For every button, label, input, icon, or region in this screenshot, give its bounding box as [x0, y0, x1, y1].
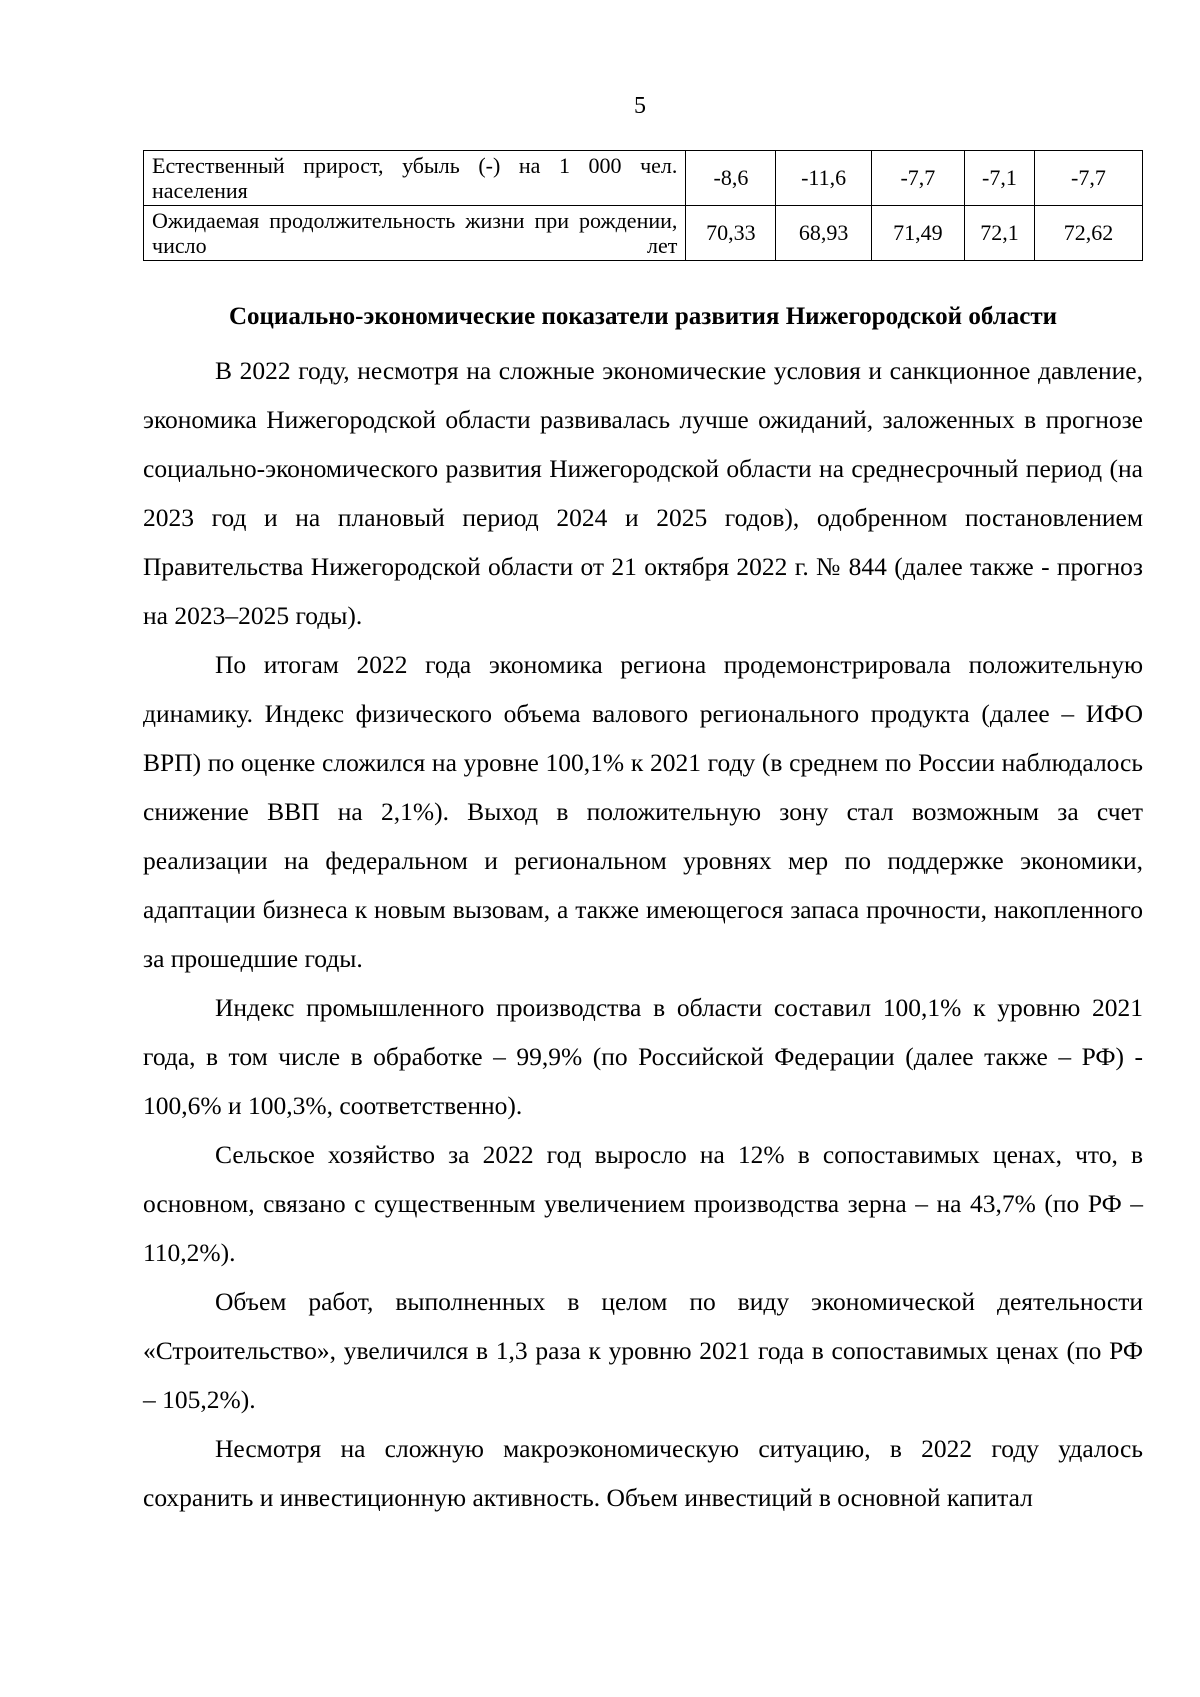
table-cell: 72,62: [1034, 206, 1142, 261]
paragraph: Несмотря на сложную макроэкономическую ситуацию, в 2022 году удалось сохранить и инвестиционную активность. Объем инвестиций в основной капитал: [143, 1434, 1143, 1512]
section-heading: Социально-экономические показатели развития Нижегородской области: [228, 303, 1058, 330]
row-label: Ожидаемая продолжительность жизни при рождении, число лет: [144, 206, 686, 261]
table-cell: -7,1: [965, 151, 1035, 206]
body-text: [143, 346, 1143, 1522]
paragraph: В 2022 году, несмотря на сложные экономические условия и санкционное давление, экономика Нижегородской области развивалась лучше ожиданий, заложенных в прогнозе социально-экономического развития Нижегородской области на среднесрочный период (на 2023 год и на плановый период 2024 и 2025 годов), одобренном постановлением Правительства Нижегородской области от 21 октября 2022 г. № 844 (далее также - прогноз на 2023–2025 годы).: [143, 356, 1143, 630]
table-cell: 70,33: [686, 206, 776, 261]
table-row: [144, 206, 1143, 261]
indicators-table: [143, 150, 1143, 261]
paragraph: Индекс промышленного производства в области составил 100,1% к уровню 2021 года, в том числе в обработке – 99,9% (по Российской Федерации (далее также – РФ) - 100,6% и 100,3%, соответственно).: [143, 993, 1143, 1120]
row-label: Естественный прирост, убыль (-) на 1 000 чел. населения: [144, 151, 686, 206]
table-cell: 71,49: [871, 206, 964, 261]
paragraph: Объем работ, выполненных в целом по виду экономической деятельности «Строительство», увеличился в 1,3 раза к уровню 2021 года в сопоставимых ценах (по РФ – 105,2%).: [143, 1287, 1143, 1414]
table-cell: -11,6: [776, 151, 871, 206]
table-cell: 72,1: [965, 206, 1035, 261]
page-number: 5: [634, 93, 646, 119]
table-cell: -8,6: [686, 151, 776, 206]
table-row: [144, 151, 1143, 206]
table-cell: 68,93: [776, 206, 871, 261]
paragraph: Сельское хозяйство за 2022 год выросло на 12% в сопоставимых ценах, что, в основном, связано с существенным увеличением производства зерна – на 43,7% (по РФ – 110,2%).: [143, 1140, 1143, 1267]
table-cell: -7,7: [871, 151, 964, 206]
table-cell: -7,7: [1034, 151, 1142, 206]
paragraph: По итогам 2022 года экономика региона продемонстрировала положительную динамику. Индекс физического объема валового регионального продукта (далее – ИФО ВРП) по оценке сложился на уровне 100,1% к 2021 году (в среднем по России наблюдалось снижение ВВП на 2,1%). Выход в положительную зону стал возможным за счет реализации на федеральном и региональном уровнях мер по поддержке экономики, адаптации бизнеса к новым вызовам, а также имеющегося запаса прочности, накопленного за прошедшие годы.: [143, 650, 1143, 973]
